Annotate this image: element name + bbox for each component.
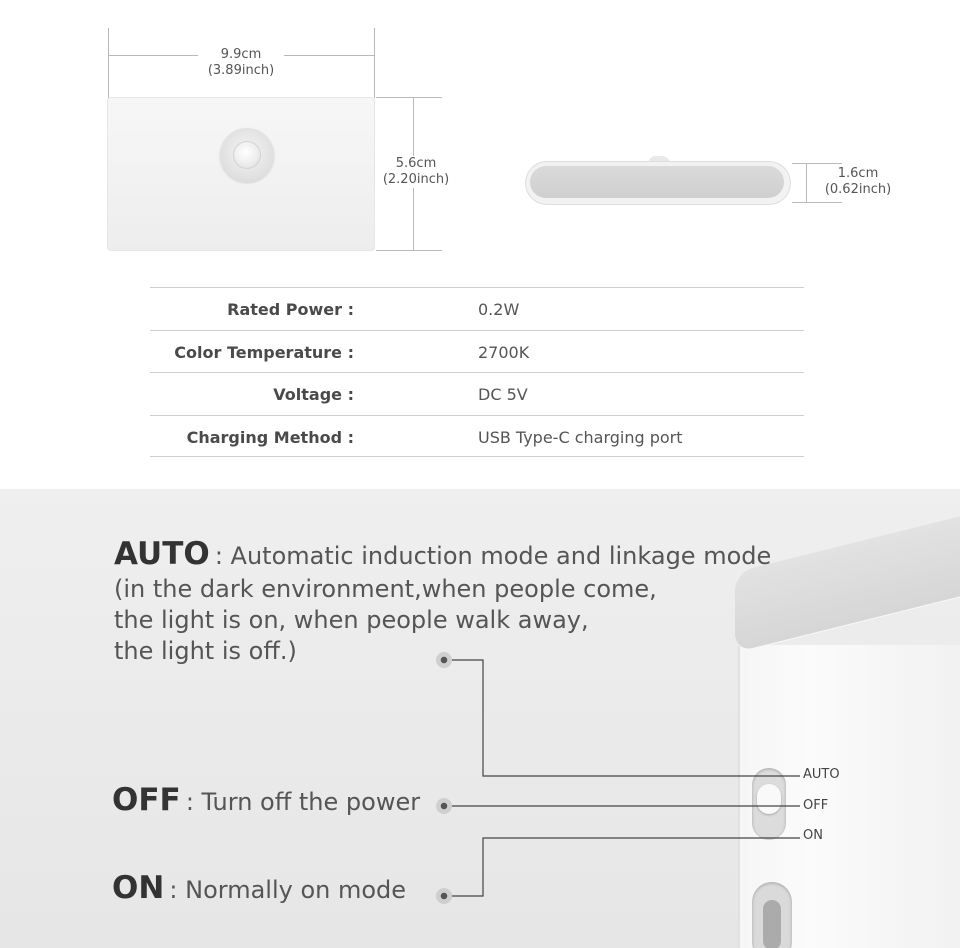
light-panel (530, 166, 784, 198)
thickness-label (820, 166, 896, 198)
spec-label-rated-power: Rated Power : (227, 300, 354, 319)
height-inch: (2.20inch) (382, 172, 450, 187)
mode-auto-desc: : Automatic induction mode and linkage mode (214, 542, 772, 570)
mode-auto-key: AUTO (114, 536, 210, 572)
motion-sensor-icon (220, 128, 274, 182)
mode-auto-heading (114, 536, 771, 572)
mode-on-heading (112, 870, 406, 906)
mode-on-desc: : Normally on mode (169, 876, 407, 904)
table-row (150, 372, 804, 415)
thickness-inch: (0.62inch) (824, 182, 892, 197)
spec-value-rated-power: 0.2W (478, 300, 520, 319)
height-top-guide (376, 97, 442, 98)
table-row (150, 287, 804, 330)
thickness-bottom-guide (792, 202, 842, 203)
lamp-side-view (526, 162, 790, 204)
height-label (380, 156, 452, 188)
mode-auto-line-1: (in the dark environment,when people come, (114, 575, 657, 603)
sensor-lens (233, 141, 261, 169)
off-callout-dot (436, 798, 452, 814)
switch-label-on: ON (803, 828, 823, 843)
mode-auto-line-3: the light is off.) (114, 637, 297, 665)
mode-off-desc: : Turn off the power (185, 788, 421, 816)
height-cm: 5.6cm (395, 156, 437, 171)
mode-on-key: ON (112, 870, 165, 906)
width-inch: (3.89inch) (207, 63, 275, 78)
thickness-cm: 1.6cm (837, 166, 879, 181)
usb-c-port-inner (763, 900, 781, 948)
width-cm: 9.9cm (220, 47, 262, 62)
spec-value-charging-method: USB Type-C charging port (478, 427, 683, 447)
switch-label-auto: AUTO (803, 767, 840, 782)
mode-switch-knob (757, 784, 781, 814)
spec-label-voltage: Voltage : (273, 385, 354, 404)
table-row (150, 415, 804, 458)
spec-value-voltage: DC 5V (478, 385, 528, 404)
mode-off-key: OFF (112, 782, 181, 818)
auto-callout-dot (436, 652, 452, 668)
spec-label-color-temperature: Color Temperature : (174, 342, 354, 362)
spec-label-charging-method: Charging Method : (186, 427, 354, 447)
thickness-arrow-line (806, 163, 807, 203)
width-left-guide (108, 28, 109, 98)
mode-auto-line-2: the light is on, when people walk away, (114, 606, 589, 634)
on-callout-dot (436, 888, 452, 904)
spec-value-color-temperature: 2700K (478, 342, 530, 362)
mode-off-heading (112, 782, 420, 818)
height-bottom-guide (376, 250, 442, 251)
table-row (150, 330, 804, 373)
switch-label-off: OFF (803, 798, 829, 813)
spec-table (150, 287, 804, 457)
width-right-guide (374, 28, 375, 98)
width-label (198, 47, 284, 79)
thickness-top-guide (792, 163, 842, 164)
